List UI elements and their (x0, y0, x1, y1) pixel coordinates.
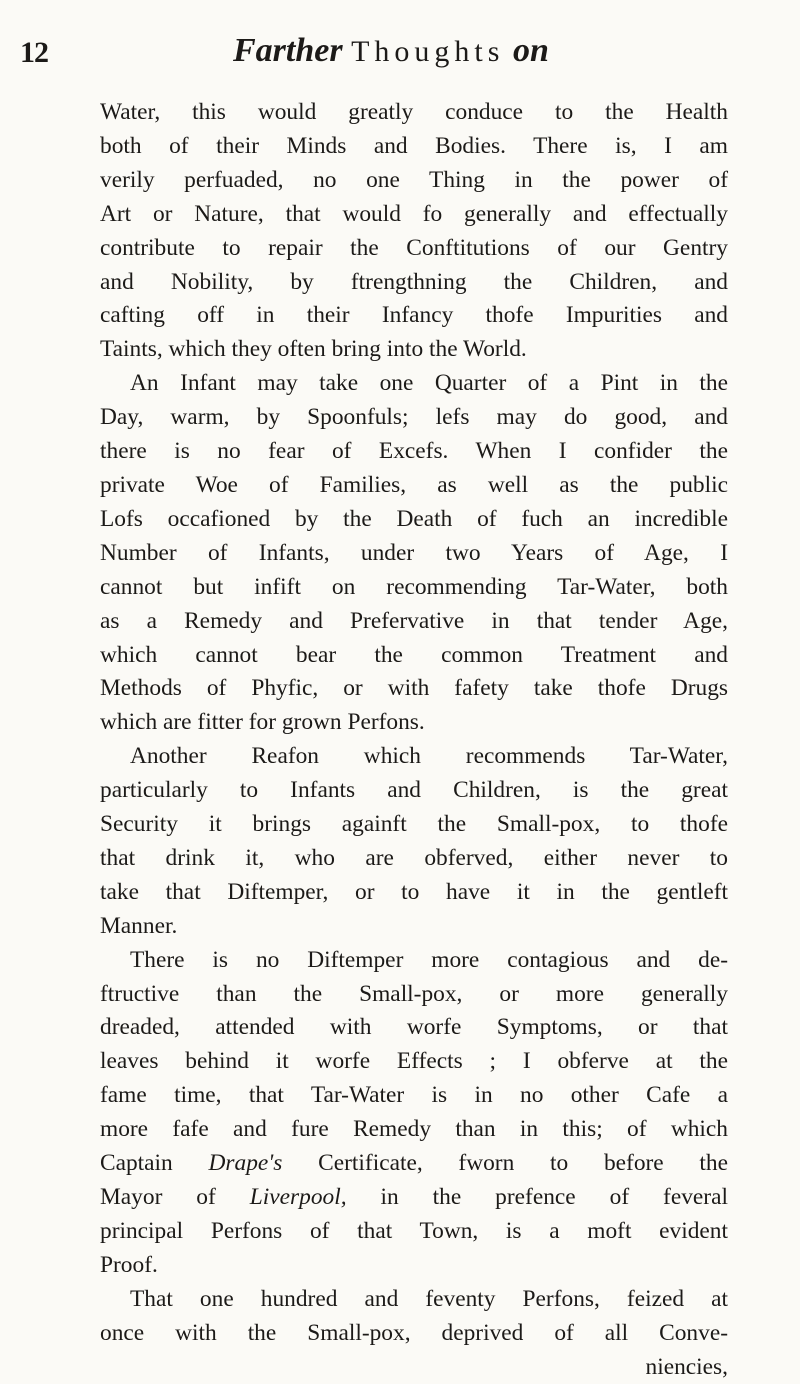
text-line: contribute to repair the Conftitutions of our Gentry (100, 234, 728, 261)
text-line: private Woe of Families, as well as the public (100, 471, 728, 498)
text-line: Day, warm, by Spoonfuls; lefs may do good, and (100, 404, 728, 431)
text-line (100, 1147, 728, 1181)
text-line: both of their Minds and Bodies. There is, I am (100, 132, 728, 159)
text-line: and Nobility, by ftrengthning the Children, and (100, 268, 728, 295)
running-title-farther: Farther (233, 32, 343, 69)
text-line: Another Reafon which recommends Tar-Water, (130, 743, 728, 770)
text-line: Methods of Phyfic, or with fafety take thofe Drugs (100, 675, 728, 702)
text-line: Art or Nature, that would fo generally and effectually (100, 200, 728, 227)
running-title (233, 32, 549, 70)
text-line: once with the Small-pox, deprived of all Conve- (100, 1319, 728, 1346)
text-line: Security it brings againft the Small-pox, to thofe (100, 811, 728, 838)
text-fragment: Certificate, fworn to before the (318, 1150, 728, 1177)
running-title-thoughts: Thoughts (351, 35, 505, 68)
text-line: which are fitter for grown Perfons. (100, 709, 425, 736)
text-line: as a Remedy and Prefervative in that tender Age, (100, 607, 728, 634)
page-number: 12 (20, 36, 48, 69)
italic-place-liverpool: Liverpool, (249, 1184, 347, 1210)
text-line: cannot but infift on recommending Tar-Water, both (100, 573, 728, 600)
catchword: niencies, (645, 1353, 728, 1380)
text-line: Manner. (100, 912, 178, 939)
text-line: That one hundred and feventy Perfons, feized at (130, 1285, 728, 1312)
text-line: Lofs occafioned by the Death of fuch an incredible (100, 505, 728, 532)
text-fragment: in the prefence of feveral (380, 1184, 728, 1210)
text-line: more fafe and fure Remedy than in this; of which (100, 1116, 728, 1143)
running-header (20, 32, 760, 86)
text-line: cafting off in their Infancy thofe Impurities and (100, 302, 728, 329)
text-line: Water, this would greatly conduce to the Health (100, 99, 728, 125)
text-line: there is no fear of Excefs. When I confider the (100, 438, 728, 465)
italic-name-drape: Drape's (208, 1150, 283, 1177)
text-line: particularly to Infants and Children, is the great (100, 777, 728, 804)
text-line: Proof. (100, 1251, 158, 1278)
body-text (100, 96, 728, 1384)
text-line: which cannot bear the common Treatment and (100, 641, 728, 668)
text-line: that drink it, who are obferved, either never to (100, 844, 728, 871)
text-line: take that Diftemper, or to have it in the gentleft (100, 878, 728, 905)
text-line: There is no Diftemper more contagious and de- (130, 946, 728, 973)
text-line: Taints, which they often bring into the World. (100, 336, 527, 363)
text-line: verily perfuaded, no one Thing in the power of (100, 166, 728, 193)
text-line (100, 1181, 728, 1215)
text-line: leaves behind it worfe Effects ; I obferve at the (100, 1048, 728, 1075)
text-line: An Infant may take one Quarter of a Pint in the (130, 370, 728, 397)
text-line: ftructive than the Small-pox, or more generally (100, 980, 728, 1007)
running-title-on: on (512, 32, 549, 69)
text-line: principal Perfons of that Town, is a moft evident (100, 1217, 728, 1244)
text-fragment: Mayor of (100, 1184, 216, 1210)
text-fragment: Captain (100, 1150, 173, 1177)
text-line: fame time, that Tar-Water is in no other Cafe a (100, 1082, 728, 1109)
text-line: Number of Infants, under two Years of Age, I (100, 539, 728, 566)
text-line: dreaded, attended with worfe Symptoms, or that (100, 1014, 728, 1041)
